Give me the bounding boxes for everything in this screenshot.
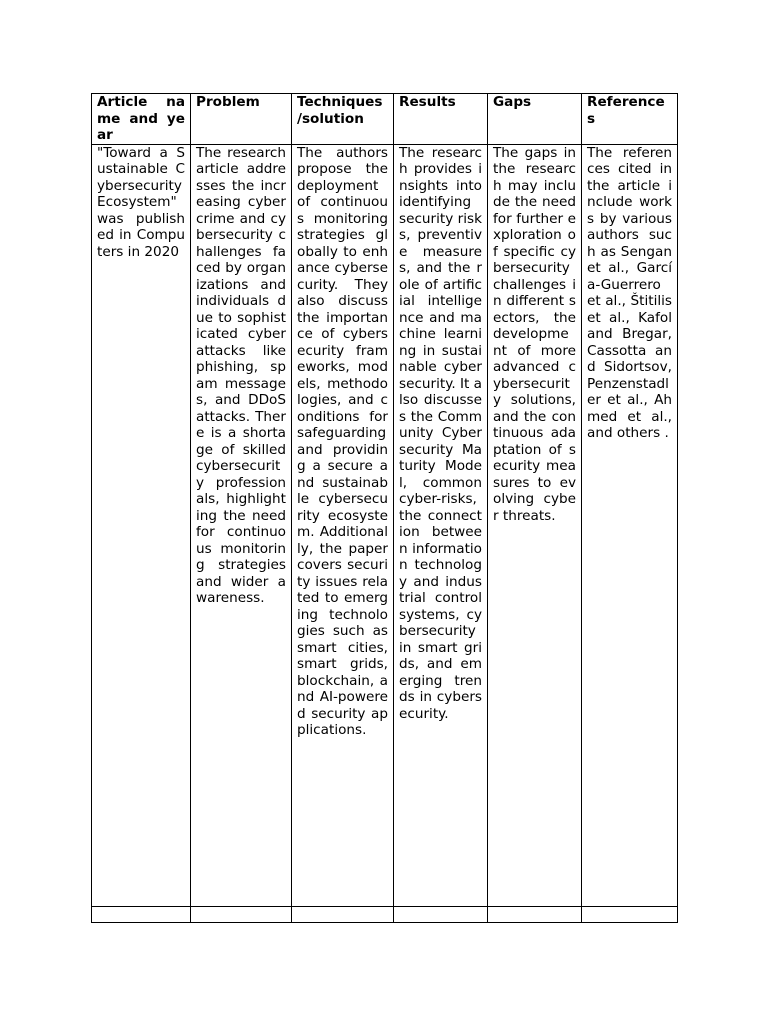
- cell-gaps: The gaps in the research may include the need for further exploration of specific cybersecurity challenges in different sectors, the development of more advanced cybersecurity solutions, and the continuous adaptation of security measures to evolving cyber threats.: [488, 144, 582, 906]
- empty-cell: [488, 906, 582, 922]
- cell-problem: The research article addresses the increasing cybercrime and cybersecurity challenges faced by organizations and individuals due to sophisticated cyberattacks like phishing, spam messages, and DDoS attacks. There is a shortage of skilled cybersecurity professionals, highlighting the need for continuous monitoring strategies and wider awareness.: [191, 144, 292, 906]
- cell-article-name: "Toward a Sustainable Cybersecurity Ecosystem" was published in Computers in 2020: [92, 144, 191, 906]
- header-gaps: Gaps: [488, 94, 582, 145]
- header-references: References: [582, 94, 678, 145]
- table-row: [92, 144, 678, 906]
- header-techniques: Techniques /solution: [292, 94, 394, 145]
- header-article-name: Article name and year: [92, 94, 191, 145]
- empty-cell: [191, 906, 292, 922]
- header-problem: Problem: [191, 94, 292, 145]
- literature-review-table: [91, 93, 678, 923]
- empty-cell: [292, 906, 394, 922]
- table-row-empty: [92, 906, 678, 922]
- table-header-row: [92, 94, 678, 145]
- cell-results: The research provides insights into identifying security risks, preventive measures, and the role of artificial intelligence and machine learning in sustainable cybersecurity. It also discusses the Community Cybersecurity Maturity Model, common cyber-risks, the connection between information technology and industrial control systems, cybersecurity in smart grids, and emerging trends in cybersecurity.: [394, 144, 488, 906]
- empty-cell: [92, 906, 191, 922]
- empty-cell: [394, 906, 488, 922]
- cell-references: The references cited in the article include works by various authors such as Sengan et al., García-Guerrero et al., Štitilis et al., Kafol and Bregar, Cassotta and Sidortsov, Penzenstadler et al., Ahmed et al., and others .: [582, 144, 678, 906]
- empty-cell: [582, 906, 678, 922]
- cell-techniques: The authors propose the deployment of continuous monitoring strategies globally to enhance cybersecurity. They also discuss the importance of cybersecurity frameworks, models, methodologies, and conditions for safeguarding and providing a secure and sustainable cybersecurity ecosystem. Additionally, the paper covers security issues related to emerging technologies such as smart cities, smart grids, blockchain, and AI-powered security applications.: [292, 144, 394, 906]
- header-results: Results: [394, 94, 488, 145]
